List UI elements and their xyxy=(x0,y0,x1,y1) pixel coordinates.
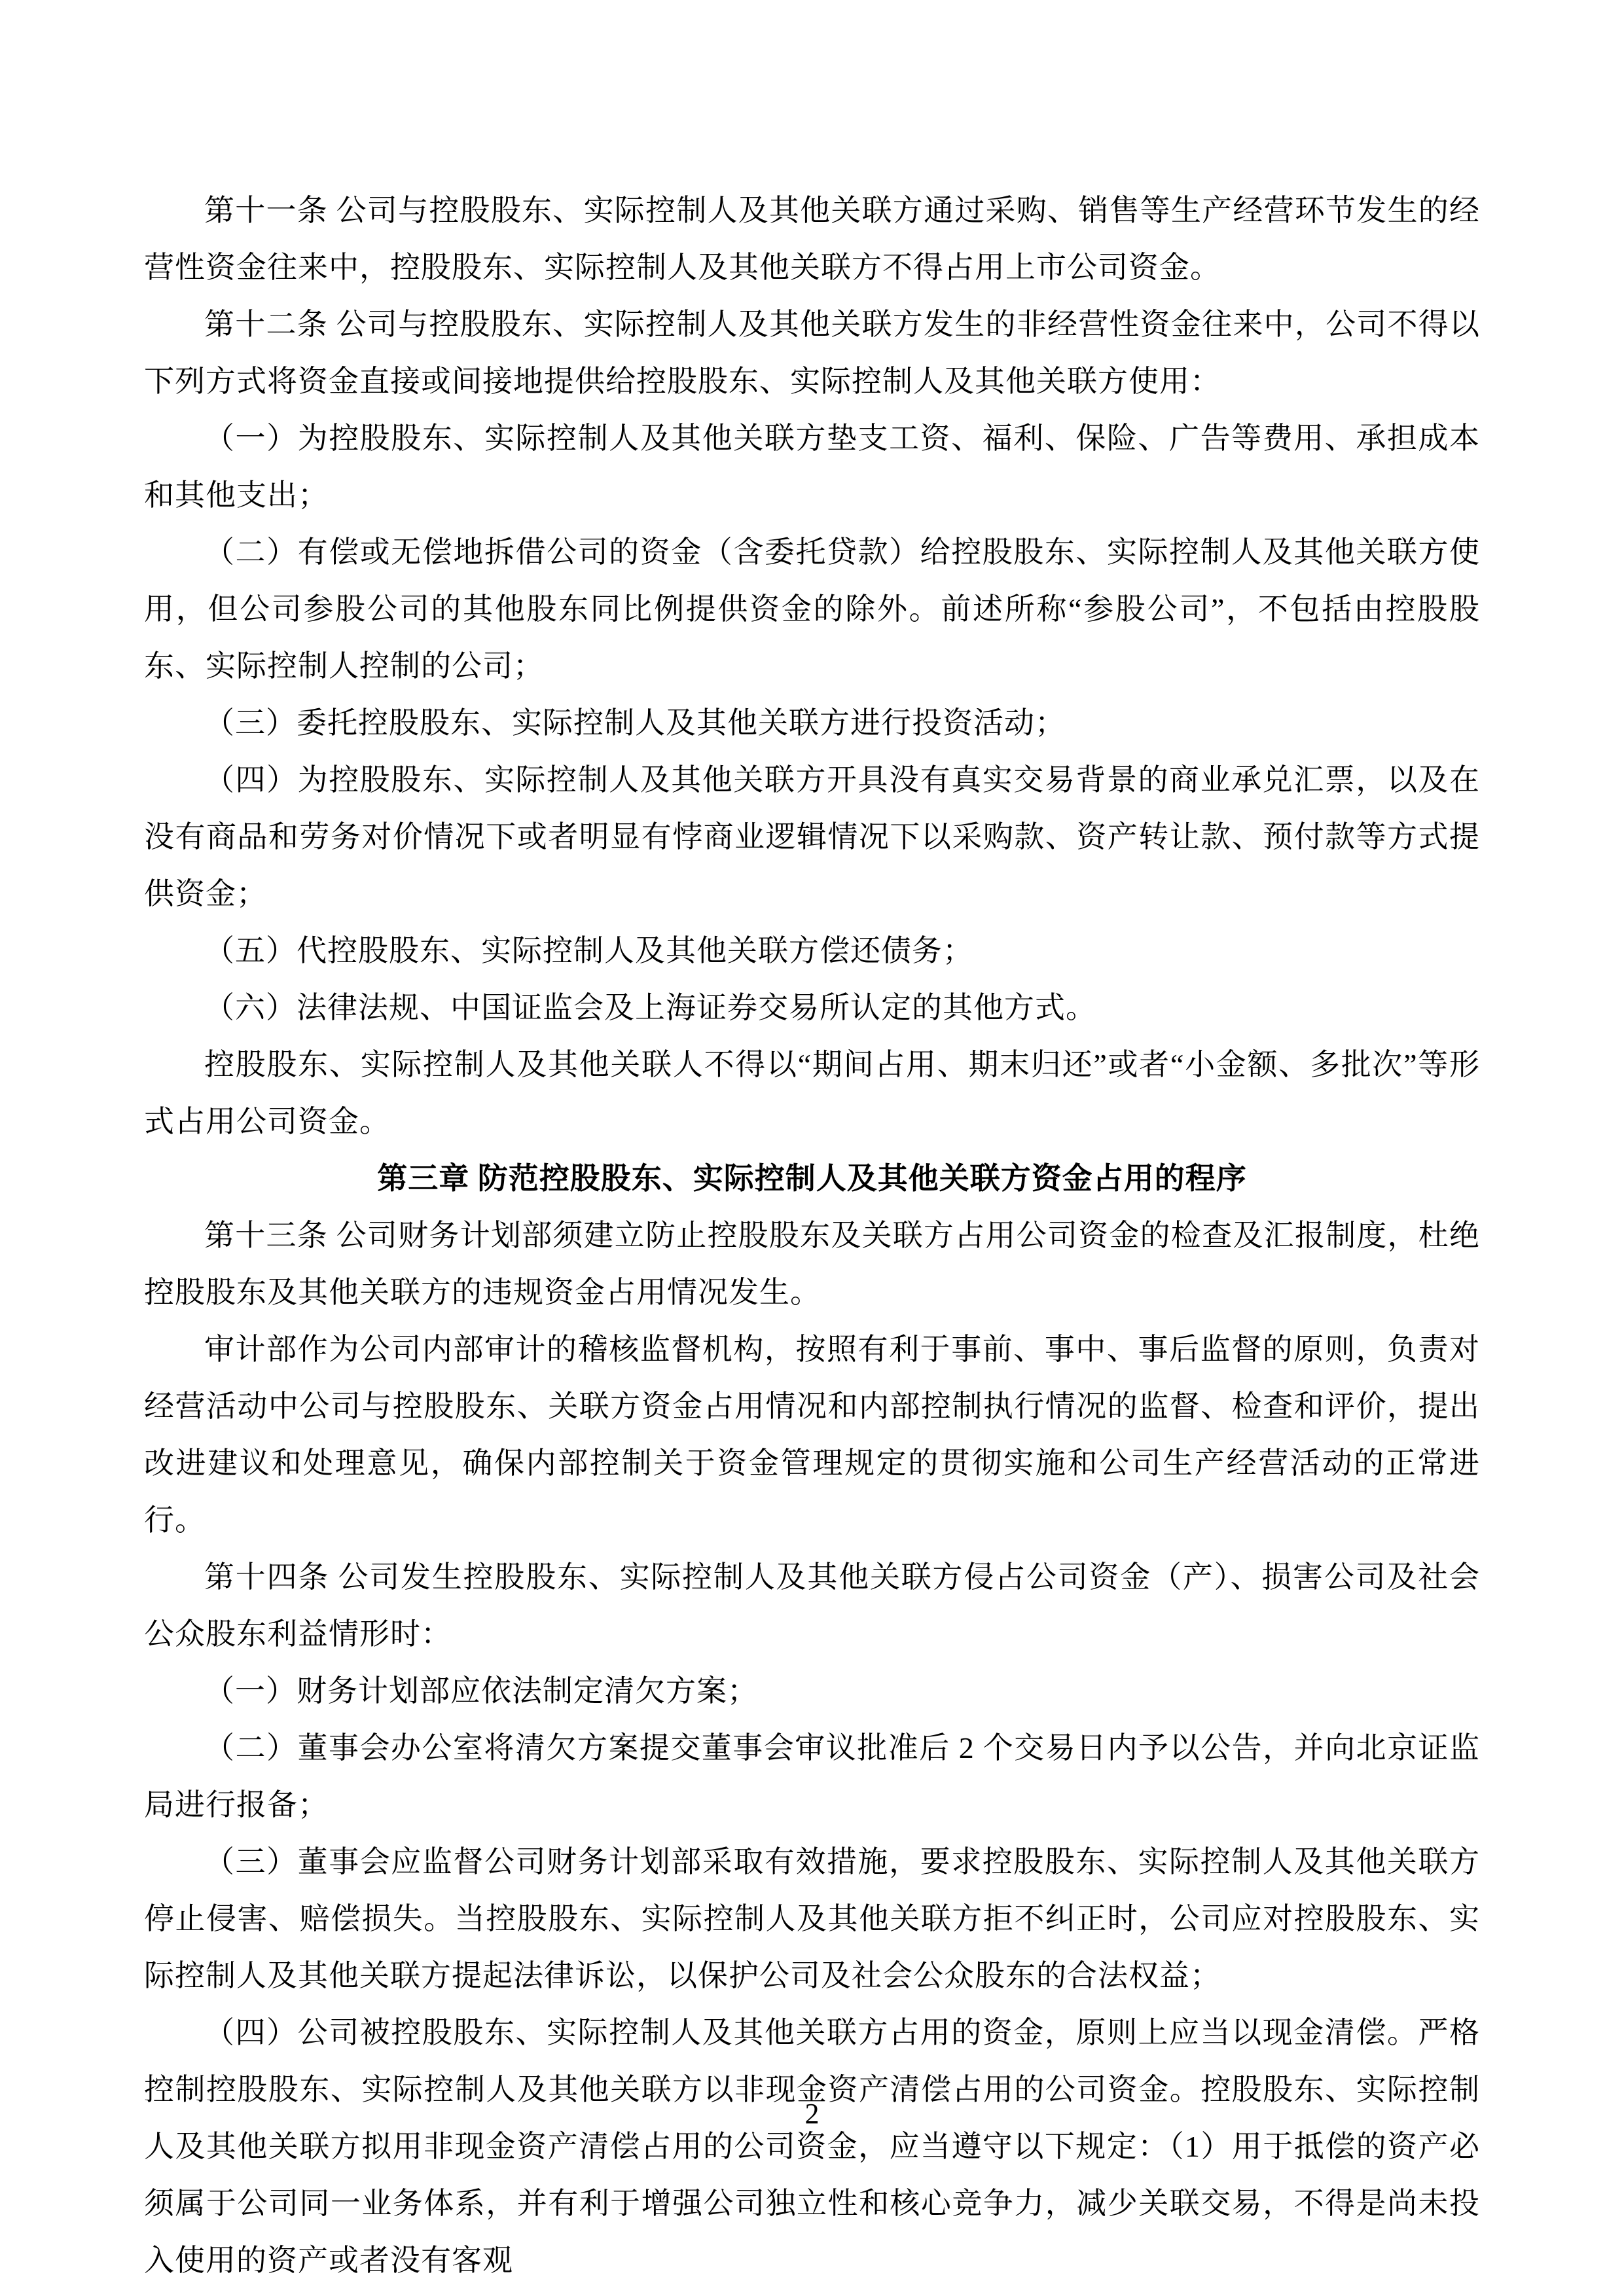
clause-12-paragraph: 第十二条 公司与控股股东、实际控制人及其他关联方发生的非经营性资金往来中，公司不得以下列方式将资金直接或间接地提供给控股股东、实际控制人及其他关联方使用： xyxy=(144,308,1480,398)
clause-12-item-5: （五）代控股股东、实际控制人及其他关联方偿还债务； xyxy=(204,934,973,967)
page-number: 2 xyxy=(804,2098,820,2130)
clause-14-item-3: （三）董事会应监督公司财务计划部采取有效措施，要求控股股东、实际控制人及其他关联方停止侵害、赔偿损失。当控股股东、实际控制人及其他关联方拒不纠正时，公司应对控股股东、实际控制人及其他关联方提起法律诉讼，以保护公司及社会公众股东的合法权益； xyxy=(144,1845,1480,1992)
clause-14-item-1: （一）财务计划部应依法制定清欠方案； xyxy=(204,1674,758,1708)
clause-13-paragraph: 第十三条 公司财务计划部须建立防止控股股东及关联方占用公司资金的检查及汇报制度，杜绝控股股东及其他关联方的违规资金占用情况发生。 xyxy=(144,1219,1480,1309)
clause-14-item-2: （二）董事会办公室将清欠方案提交董事会审议批准后 2 个交易日内予以公告，并向北京证监局进行报备； xyxy=(144,1731,1480,1821)
clause-12-item-1: （一）为控股股东、实际控制人及其他关联方垫支工资、福利、保险、广告等费用、承担成本和其他支出； xyxy=(144,422,1480,512)
clause-12-item-6: （六）法律法规、中国证监会及上海证券交易所认定的其他方式。 xyxy=(204,991,1096,1024)
document-body xyxy=(144,182,1480,2289)
clause-12-item-2: （二）有偿或无偿地拆借公司的资金（含委托贷款）给控股股东、实际控制人及其他关联方使用，但公司参股公司的其他股东同比例提供资金的除外。前述所称“参股公司”，不包括由控股股东、实际控制人控制的公司； xyxy=(144,535,1480,683)
clause-14-paragraph: 第十四条 公司发生控股股东、实际控制人及其他关联方侵占公司资金（产）、损害公司及社会公众股东利益情形时： xyxy=(144,1560,1480,1651)
clause-12-closing-paragraph: 控股股东、实际控制人及其他关联人不得以“期间占用、期末归还”或者“小金额、多批次”等形式占用公司资金。 xyxy=(144,1048,1480,1138)
chapter-3-heading: 第三章 防范控股股东、实际控制人及其他关联方资金占用的程序 xyxy=(377,1162,1247,1195)
clause-11-paragraph: 第十一条 公司与控股股东、实际控制人及其他关联方通过采购、销售等生产经营环节发生的经营性资金往来中，控股股东、实际控制人及其他关联方不得占用上市公司资金。 xyxy=(144,194,1480,284)
clause-12-item-4: （四）为控股股东、实际控制人及其他关联方开具没有真实交易背景的商业承兑汇票，以及在没有商品和劳务对价情况下或者明显有悖商业逻辑情况下以采购款、资产转让款、预付款等方式提供资金； xyxy=(144,763,1480,910)
clause-12-item-3: （三）委托控股股东、实际控制人及其他关联方进行投资活动； xyxy=(204,706,1066,740)
audit-department-paragraph: 审计部作为公司内部审计的稽核监督机构，按照有利于事前、事中、事后监督的原则，负责对经营活动中公司与控股股东、关联方资金占用情况和内部控制执行情况的监督、检查和评价，提出改进建议和处理意见，确保内部控制关于资金管理规定的贯彻实施和公司生产经营活动的正常进行。 xyxy=(144,1333,1480,1537)
clause-14-item-4: （四）公司被控股股东、实际控制人及其他关联方占用的资金，原则上应当以现金清偿。严格控制控股股东、实际控制人及其他关联方以非现金资产清偿占用的公司资金。控股股东、实际控制人及其他关联方拟用非现金资产清偿占用的公司资金，应当遵守以下规定：（1）用于抵偿的资产必须属于公司同一业务体系，并有利于增强公司独立性和核心竞争力，减少关联交易，不得是尚未投入使用的资产或者没有客观 xyxy=(144,2016,1480,2277)
